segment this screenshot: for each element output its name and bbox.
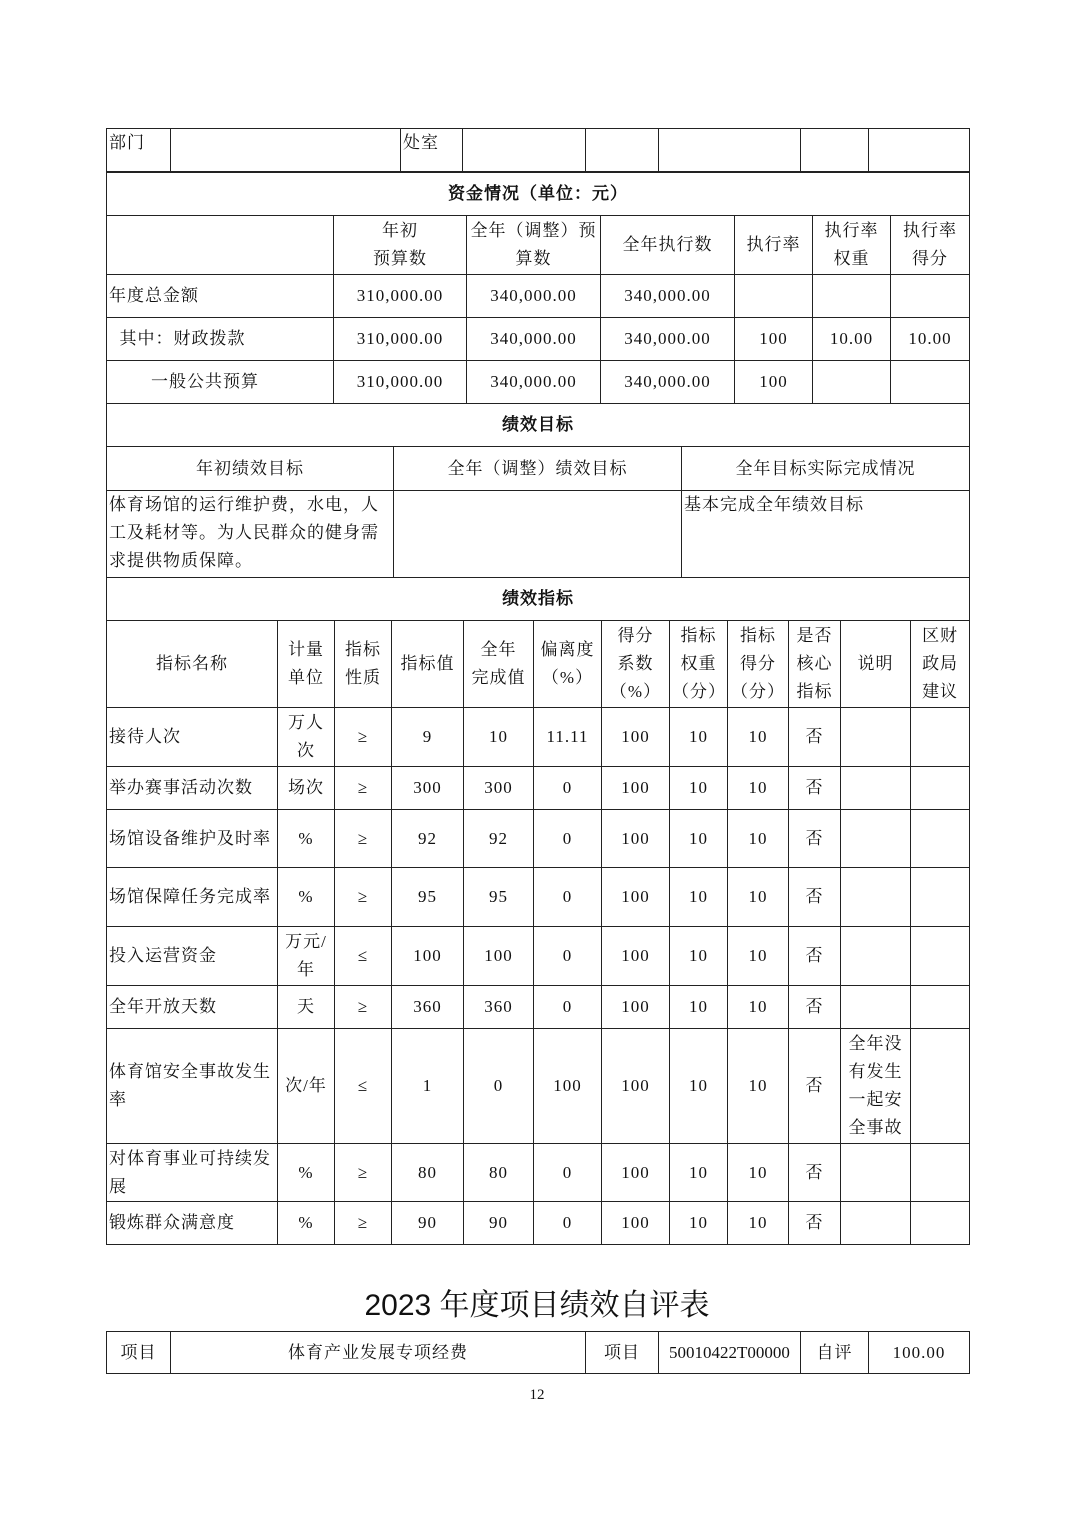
funds-row-cell: 10.00 <box>813 318 891 361</box>
indicator-row-cell <box>841 1144 911 1202</box>
indicator-row-cell <box>911 1144 970 1202</box>
funds-row-cell <box>813 361 891 404</box>
goals-header-adjusted: 全年（调整）绩效目标 <box>394 447 682 491</box>
funds-row-cell: 340,000.00 <box>467 361 601 404</box>
self-score-value: 100.00 <box>869 1332 970 1374</box>
goal-adjusted-text <box>394 491 682 578</box>
empty-cell <box>801 129 869 173</box>
indicator-row-cell <box>911 810 970 868</box>
indicator-row <box>107 1029 970 1144</box>
indicator-row-cell: 92 <box>464 810 534 868</box>
indicator-row-cell: 11.11 <box>534 708 602 767</box>
indicator-row-cell: % <box>278 1144 335 1202</box>
indicator-row-cell: ≥ <box>335 708 392 767</box>
indicator-row-cell: 100 <box>602 986 670 1029</box>
indicators-section-title: 绩效指标 <box>107 578 970 621</box>
funds-row-cell: 310,000.00 <box>334 361 467 404</box>
indicator-row-cell: 对体育事业可持续发展 <box>107 1144 278 1202</box>
goals-header-actual: 全年目标实际完成情况 <box>682 447 970 491</box>
indicator-row-cell: 场馆设备维护及时率 <box>107 810 278 868</box>
indicator-row-cell: 0 <box>534 927 602 986</box>
indicator-row-cell: ≥ <box>335 868 392 927</box>
indicator-row-cell: 100 <box>392 927 464 986</box>
indicator-row-cell: 10 <box>728 1202 789 1245</box>
funds-row <box>107 361 970 404</box>
indicators-header-row-cell: 指标名称 <box>107 621 278 708</box>
funds-row-cell <box>891 275 970 318</box>
indicator-row-cell: ≥ <box>335 767 392 810</box>
indicator-row-cell: % <box>278 1202 335 1245</box>
funds-header-row-cell: 全年执行数 <box>601 216 735 275</box>
indicator-row-cell: 0 <box>534 767 602 810</box>
indicators-table <box>106 577 970 1245</box>
document-title: 2023 年度项目绩效自评表 <box>364 1289 710 1322</box>
indicator-row-cell: 否 <box>789 986 841 1029</box>
indicator-row-cell: 80 <box>392 1144 464 1202</box>
goals-section-title: 绩效目标 <box>107 404 970 447</box>
indicator-row <box>107 708 970 767</box>
indicators-header-row-cell: 计量 单位 <box>278 621 335 708</box>
indicators-header-row-cell: 偏离度 （%） <box>534 621 602 708</box>
indicator-row-cell: 否 <box>789 1144 841 1202</box>
indicator-row-cell: 次/年 <box>278 1029 335 1144</box>
funds-row-cell: 其中：财政拨款 <box>107 318 334 361</box>
indicator-row-cell: 投入运营资金 <box>107 927 278 986</box>
empty-cell <box>659 129 801 173</box>
funds-row <box>107 318 970 361</box>
indicator-row-cell: 100 <box>464 927 534 986</box>
indicator-row-cell: 1 <box>392 1029 464 1144</box>
indicators-header-row-cell: 全年 完成值 <box>464 621 534 708</box>
indicator-row-cell: % <box>278 810 335 868</box>
indicator-row-cell: 10 <box>670 708 728 767</box>
indicator-row-cell: ≥ <box>335 986 392 1029</box>
indicator-row-cell: 80 <box>464 1144 534 1202</box>
indicator-row-cell: 10 <box>670 986 728 1029</box>
indicator-row-cell: 否 <box>789 708 841 767</box>
indicator-row-cell: 10 <box>728 1029 789 1144</box>
funds-table <box>106 171 970 404</box>
funds-header-row-cell <box>107 216 334 275</box>
project-name: 体育产业发展专项经费 <box>171 1332 586 1374</box>
indicator-row-cell: 100 <box>602 810 670 868</box>
indicator-row-cell <box>841 708 911 767</box>
indicator-row-cell: 10 <box>728 986 789 1029</box>
funds-row-cell: 一般公共预算 <box>107 361 334 404</box>
indicator-row-cell: ≥ <box>335 810 392 868</box>
dept-label: 部门 <box>107 129 171 173</box>
indicator-row-cell: 100 <box>602 1144 670 1202</box>
indicator-row-cell: 100 <box>602 767 670 810</box>
indicators-header-row-cell: 区财 政局 建议 <box>911 621 970 708</box>
funds-row-cell: 340,000.00 <box>601 275 735 318</box>
indicator-row-cell: 100 <box>602 1202 670 1245</box>
indicator-row-cell: 万人 次 <box>278 708 335 767</box>
indicator-row-cell <box>841 927 911 986</box>
indicator-row-cell: 9 <box>392 708 464 767</box>
indicator-row-cell: 否 <box>789 1202 841 1245</box>
indicator-row-cell: 10 <box>670 868 728 927</box>
indicator-row-cell: 10 <box>728 767 789 810</box>
indicator-row-cell: 10 <box>670 927 728 986</box>
indicators-header-row-cell: 说明 <box>841 621 911 708</box>
indicator-row <box>107 767 970 810</box>
page-number: 12 <box>529 1387 545 1403</box>
indicator-row-cell <box>841 986 911 1029</box>
indicator-row-cell: 否 <box>789 767 841 810</box>
indicator-row-cell: 万元/ 年 <box>278 927 335 986</box>
office-label: 处室 <box>401 129 463 173</box>
indicator-row-cell: 100 <box>602 708 670 767</box>
indicator-row-cell: 95 <box>392 868 464 927</box>
indicator-row-cell: 10 <box>728 868 789 927</box>
indicator-row-cell: 0 <box>534 986 602 1029</box>
funds-header-row-cell: 执行率 权重 <box>813 216 891 275</box>
funds-header-row-cell: 执行率 <box>735 216 813 275</box>
indicators-header-row-cell: 指标值 <box>392 621 464 708</box>
indicator-row-cell: ≤ <box>335 1029 392 1144</box>
funds-header-row <box>107 216 970 275</box>
office-value <box>463 129 586 173</box>
indicator-row-cell: 100 <box>602 1029 670 1144</box>
funds-row-cell <box>891 361 970 404</box>
goal-actual-text: 基本完成全年绩效目标 <box>682 491 970 578</box>
indicator-row <box>107 1202 970 1245</box>
funds-row-cell <box>813 275 891 318</box>
indicator-row-cell: 300 <box>392 767 464 810</box>
indicator-row-cell <box>911 868 970 927</box>
indicator-row-cell: 全年没 有发生 一起安 全事故 <box>841 1029 911 1144</box>
indicator-row-cell: 100 <box>534 1029 602 1144</box>
indicator-row-cell: 92 <box>392 810 464 868</box>
funds-row-cell: 340,000.00 <box>467 275 601 318</box>
indicator-row-cell: 天 <box>278 986 335 1029</box>
funds-section-title: 资金情况（单位：元） <box>107 172 970 216</box>
indicator-row-cell <box>841 1202 911 1245</box>
funds-row-cell: 340,000.00 <box>601 318 735 361</box>
indicator-row-cell <box>841 767 911 810</box>
indicators-header-row-cell: 是否 核心 指标 <box>789 621 841 708</box>
indicator-row-cell: 0 <box>534 1202 602 1245</box>
header-table <box>106 128 970 173</box>
funds-row-cell <box>735 275 813 318</box>
indicator-row-cell: 10 <box>464 708 534 767</box>
indicator-row-cell: 90 <box>392 1202 464 1245</box>
indicator-row-cell: 10 <box>670 1202 728 1245</box>
indicator-row-cell <box>911 927 970 986</box>
indicator-row-cell: 否 <box>789 1029 841 1144</box>
funds-row-cell: 310,000.00 <box>334 275 467 318</box>
indicator-row-cell: 10 <box>728 708 789 767</box>
indicator-row-cell <box>911 986 970 1029</box>
goals-header-initial: 年初绩效目标 <box>107 447 394 491</box>
indicator-row-cell: 体育馆安全事故发生率 <box>107 1029 278 1144</box>
indicator-row-cell <box>841 868 911 927</box>
indicator-row-cell: 场次 <box>278 767 335 810</box>
empty-cell <box>869 129 970 173</box>
indicator-row-cell: 360 <box>464 986 534 1029</box>
indicators-header-row-cell: 指标 得分 （分） <box>728 621 789 708</box>
indicator-row-cell: 95 <box>464 868 534 927</box>
indicator-row-cell: 全年开放天数 <box>107 986 278 1029</box>
goals-table <box>106 403 970 578</box>
indicator-row-cell: 锻炼群众满意度 <box>107 1202 278 1245</box>
indicator-row-cell <box>911 1029 970 1144</box>
indicator-row-cell: 场馆保障任务完成率 <box>107 868 278 927</box>
indicator-row-cell: ≥ <box>335 1144 392 1202</box>
indicator-row-cell: 否 <box>789 927 841 986</box>
indicator-row-cell: 0 <box>464 1029 534 1144</box>
funds-header-row-cell: 全年（调整）预 算数 <box>467 216 601 275</box>
indicator-row-cell: 10 <box>728 810 789 868</box>
indicator-row-cell: 10 <box>728 1144 789 1202</box>
indicators-header-row <box>107 621 970 708</box>
indicator-row-cell <box>841 810 911 868</box>
indicator-row-cell: 90 <box>464 1202 534 1245</box>
indicators-header-row-cell: 指标 性质 <box>335 621 392 708</box>
funds-header-row-cell: 执行率 得分 <box>891 216 970 275</box>
indicator-row-cell: 10 <box>670 1029 728 1144</box>
empty-cell <box>586 129 659 173</box>
goal-initial-text: 体育场馆的运行维护费，水电，人工及耗材等。为人民群众的健身需求提供物质保障。 <box>107 491 394 578</box>
indicator-row-cell: 10 <box>728 927 789 986</box>
indicator-row-cell: 300 <box>464 767 534 810</box>
indicator-row-cell: 0 <box>534 868 602 927</box>
indicator-row-cell <box>911 1202 970 1245</box>
funds-row-cell: 310,000.00 <box>334 318 467 361</box>
indicator-row-cell: ≥ <box>335 1202 392 1245</box>
self-score-label: 自评 <box>801 1332 869 1374</box>
indicator-row-cell: 否 <box>789 868 841 927</box>
funds-row-cell: 100 <box>735 318 813 361</box>
indicator-row <box>107 986 970 1029</box>
indicator-row-cell: 0 <box>534 1144 602 1202</box>
indicator-row-cell: 10 <box>670 1144 728 1202</box>
indicator-row-cell: 0 <box>534 810 602 868</box>
indicator-row-cell <box>911 767 970 810</box>
funds-header-row-cell: 年初 预算数 <box>334 216 467 275</box>
funds-row-cell: 10.00 <box>891 318 970 361</box>
dept-value <box>171 129 401 173</box>
indicator-row <box>107 868 970 927</box>
indicator-row-cell: 举办赛事活动次数 <box>107 767 278 810</box>
indicator-row-cell: 100 <box>602 868 670 927</box>
project-code-label: 项目 <box>586 1332 659 1374</box>
indicator-row-cell: 100 <box>602 927 670 986</box>
indicator-row <box>107 927 970 986</box>
funds-row-cell: 340,000.00 <box>467 318 601 361</box>
indicator-row-cell <box>911 708 970 767</box>
indicator-row-cell: % <box>278 868 335 927</box>
indicator-row-cell: 10 <box>670 810 728 868</box>
indicator-row-cell: 10 <box>670 767 728 810</box>
indicator-row-cell: ≤ <box>335 927 392 986</box>
indicators-header-row-cell: 得分 系数 （%） <box>602 621 670 708</box>
indicator-row-cell: 否 <box>789 810 841 868</box>
funds-row-cell: 100 <box>735 361 813 404</box>
indicator-row-cell: 接待人次 <box>107 708 278 767</box>
indicator-row <box>107 810 970 868</box>
project-table <box>106 1331 970 1374</box>
funds-row-cell: 年度总金额 <box>107 275 334 318</box>
indicators-header-row-cell: 指标 权重 （分） <box>670 621 728 708</box>
project-code: 50010422T00000 <box>659 1332 801 1374</box>
funds-row-cell: 340,000.00 <box>601 361 735 404</box>
indicator-row-cell: 360 <box>392 986 464 1029</box>
funds-row <box>107 275 970 318</box>
indicator-row <box>107 1144 970 1202</box>
project-label: 项目 <box>107 1332 171 1374</box>
